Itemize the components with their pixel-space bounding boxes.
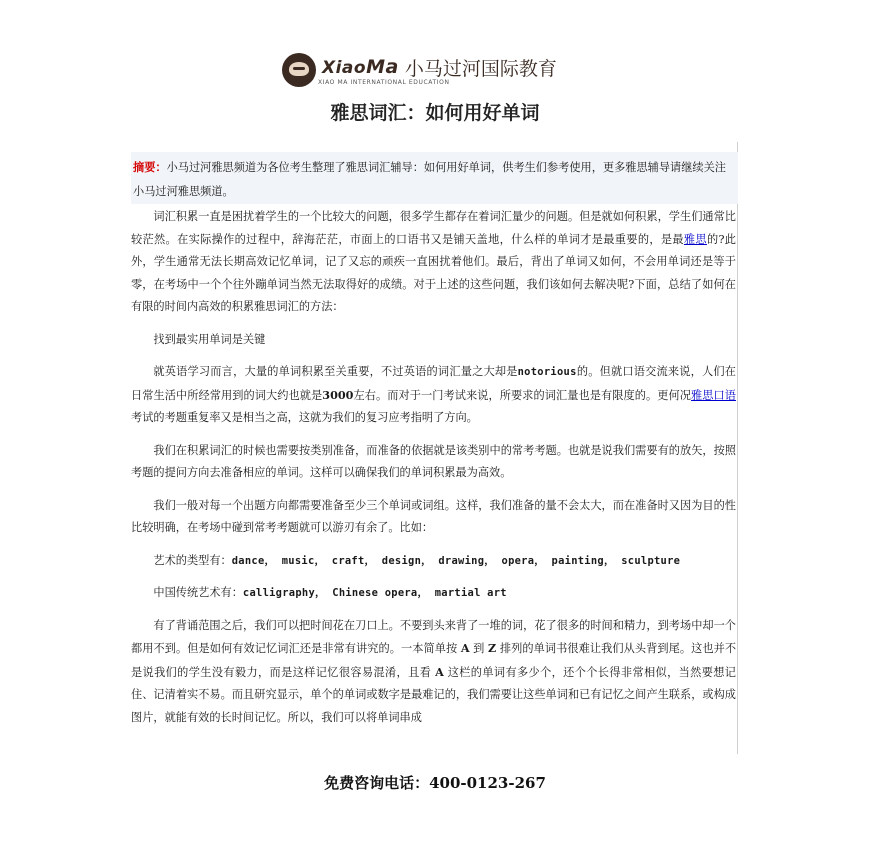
- intro-text-2: 的?此外，学生通常无法长期高效记忆单词，记了又忘的顽疾一直困扰着他们。最后，背出了单词又如何，不会用单词还是等于零，在考场中一个个往外蹦单词当然无法取得好的成绩。对于上述的这些问题，我们该如何去解决呢?下面，总结了如何在有限的时间内高效的积累雅思词汇的方法：: [131, 232, 736, 313]
- paragraph-vocab-size: [131, 361, 738, 430]
- intro-text-1: 词汇积累一直是困扰着学生的一个比较大的问题，很多学生都存在着词汇量少的问题。但是就如何积累，学生们通常比较茫然。在实际操作的过程中，辞海茫茫，市面上的口语书又是铺天盖地，什么样的单词才是最重要的，是最: [131, 210, 736, 246]
- article-body: [131, 206, 738, 739]
- summary-label: 摘要：: [133, 160, 167, 174]
- paragraph-heading: 找到最实用单词是关键: [153, 332, 266, 346]
- word-notorious: notorious: [517, 366, 577, 378]
- letter-a-column: A: [435, 664, 444, 679]
- paragraph-memorization: [131, 615, 738, 730]
- word-count: 3000: [322, 387, 354, 402]
- ielts-speaking-link[interactable]: 雅思口语: [691, 388, 736, 402]
- letter-a: A: [460, 641, 470, 655]
- logo-chinese-text: 小马过河国际教育: [404, 57, 557, 80]
- memo-text-3: 排列的单词书很难让我们从头背到尾。这也并不是说我们的学生没有毅力，而是这样记忆很容易混淆，且看: [131, 642, 737, 679]
- vocab-text-2: 的。但就口语交流来说，人们在日常生活中所经常用到的词大约也就是: [131, 365, 736, 402]
- paragraph-art-types: [131, 550, 738, 573]
- paragraph-preparation: 我们一般对每一个出题方向都需要准备至少三个单词或词组。这样，我们准备的量不会太大，而在准备时又因为目的性比较明确，在考场中碰到常考考题就可以游刃有余了。比如：: [131, 498, 736, 534]
- art-types-label: 艺术的类型有：: [153, 553, 232, 567]
- horse-logo-icon: [282, 53, 316, 87]
- vocab-text-3: 左右。而对于一门考试来说，所要求的词汇量也是有限度的。更何况: [353, 388, 692, 402]
- consultation-phone: 免费咨询电话：400-0123-267: [324, 774, 546, 792]
- paragraph-chinese-arts: [131, 582, 738, 605]
- page-title: 雅思词汇：如何用好单词: [330, 102, 540, 124]
- ielts-link[interactable]: 雅思: [683, 232, 707, 246]
- chinese-arts-label: 中国传统艺术有：: [153, 586, 243, 599]
- summary-text: 小马过河雅思频道为各位考生整理了雅思词汇辅导：如何用好单词，供考生们参考使用，更多雅思辅导请继续关注小马过河雅思频道。: [133, 161, 726, 198]
- paragraph-intro: [131, 206, 738, 319]
- logo-en-xiao: Xiao: [322, 57, 367, 78]
- summary-box: [131, 152, 738, 204]
- chinese-arts-words: calligraphy， Chinese opera， martial art: [242, 587, 507, 599]
- memo-text-2: 到: [469, 642, 489, 655]
- memo-text-4: 这栏的单词有多少个，还个个长得非常相似，当然要想记住、记清着实不易。而且研究显示，单个的单词或数字是最难记的，我们需要让这些单词和已有记忆之间产生联系，或构成图片，就能有效的长时间记忆。所以，我们可以将单词串成: [131, 665, 736, 724]
- memo-text-1: 有了背诵范围之后，我们可以把时间花在刀口上。不要到头来背了一堆的词，花了很多的时间和精力，到考场中却一个都用不到。但是如何有效记忆词汇还是非常有讲究的。一本简单按: [131, 618, 736, 655]
- paragraph-category: 我们在积累词汇的时候也需要按类别准备，而准备的依据就是该类别中的常考考题。也就是说我们需要有的放矢，按照考题的提问方向去准备相应的单词。这样可以确保我们的单词积累最为高效。: [131, 443, 736, 479]
- logo-subtitle: XIAO MA INTERNATIONAL EDUCATION: [318, 79, 450, 86]
- vocab-text-4: 考试的考题重复率又是相当之高，这就为我们的复习应考指明了方向。: [131, 411, 478, 424]
- art-types-words: dance， music， craft， design， drawing， opera， painting， sculpture: [231, 554, 681, 567]
- logo-en-ma: Ma: [366, 55, 399, 78]
- logo-english-text: [322, 55, 399, 78]
- vocab-text-1: 就英语学习而言，大量的单词积累至关重要，不过英语的词汇量之大却是: [153, 365, 518, 378]
- letter-z: Z: [488, 641, 497, 655]
